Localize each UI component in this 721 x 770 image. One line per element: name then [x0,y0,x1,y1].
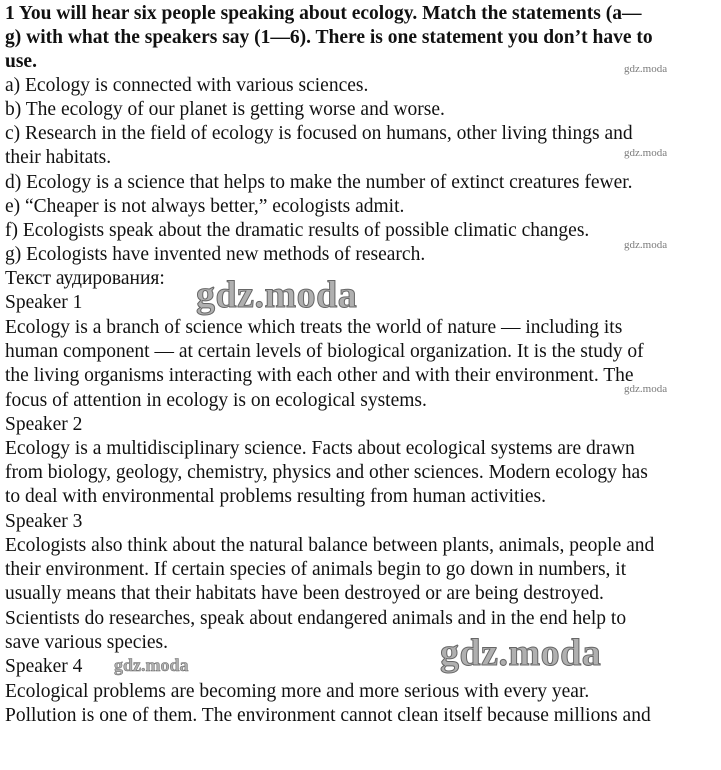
watermark-small: gdz.moda [624,147,668,159]
watermark-large: gdz.moda [440,632,602,674]
speaker-3-line-3: usually means that their habitats have been destroyed or are being destroyed. [5,583,604,604]
speaker-2-line-1: Ecology is a multidisciplinary science. Facts about ecological systems are drawn [5,438,635,459]
watermark-small: gdz.moda [624,63,668,75]
statement-a: a) Ecology is connected with various sciences. [5,75,369,96]
watermark-small: gdz.moda [624,239,668,251]
speaker-4-line-2: Pollution is one of them. The environment cannot clean itself because millions and [5,705,651,726]
statement-d: d) Ecology is a science that helps to make the number of extinct creatures fewer. [5,172,633,193]
statement-f: f) Ecologists speak about the dramatic results of possible climatic changes. [5,220,590,241]
speaker-1-line-3: the living organisms interacting with each other and with their environment. The [5,365,634,386]
speaker-2-label: Speaker 2 [5,414,83,435]
speaker-1-line-4: focus of attention in ecology is on ecological systems. [5,390,427,411]
speaker-2-line-3: to deal with environmental problems resulting from human activities. [5,486,547,507]
speaker-1-label: Speaker 1 [5,292,83,313]
task-header-line-3: use. [5,51,37,72]
watermark-medium: gdz.moda [114,655,189,675]
speaker-4-line-1: Ecological problems are becoming more and more serious with every year. [5,681,590,702]
statement-c-line-1: c) Research in the field of ecology is focused on humans, other living things and [5,123,633,144]
speaker-3-line-4: Scientists do researches, speak about endangered animals and in the end help to [5,608,627,629]
watermark-large: gdz.moda [196,274,358,316]
statement-g: g) Ecologists have invented new methods of research. [5,244,426,265]
speaker-4-label: Speaker 4 [5,656,83,677]
task-header-line-1: 1 You will hear six people speaking about ecology. Match the statements (a— [5,3,642,24]
watermark-small: gdz.moda [624,383,668,395]
statement-e: e) “Cheaper is not always better,” ecologists admit. [5,196,405,217]
speaker-3-line-2: their environment. If certain species of animals begin to go down in numbers, it [5,559,627,580]
speaker-3-label: Speaker 3 [5,511,83,532]
speaker-2-line-2: from biology, geology, chemistry, physics and other sciences. Modern ecology has [5,462,648,483]
transcript-heading: Текст аудирования: [5,268,165,289]
speaker-1-line-1: Ecology is a branch of science which treats the world of nature — including its [5,317,623,338]
speaker-1-line-2: human component — at certain levels of biological organization. It is the study of [5,341,644,362]
statement-c-line-2: their habitats. [5,147,112,168]
task-header-line-2: g) with what the speakers say (1—6). There is one statement you don’t have to [5,27,653,48]
statement-b: b) The ecology of our planet is getting worse and worse. [5,99,445,120]
speaker-3-line-1: Ecologists also think about the natural balance between plants, animals, people and [5,535,655,556]
speaker-3-line-5: save various species. [5,632,168,653]
